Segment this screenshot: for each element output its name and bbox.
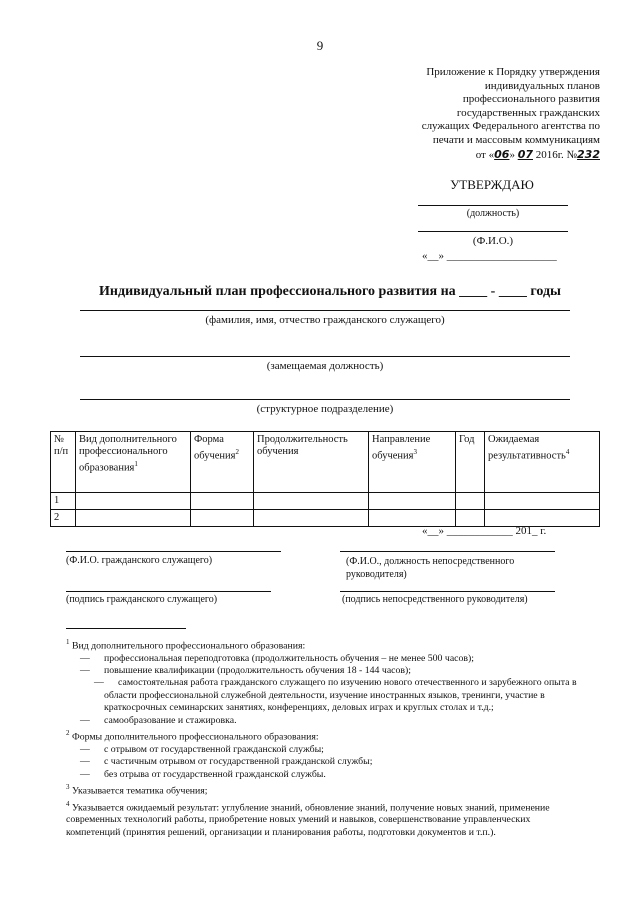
division-field-caption: (структурное подразделение) [256,403,394,415]
footnote-4: $^4$ Указывается ожидаемый результат: углубление знаний, обновление знаний, получение новых знаний, применение современных технологий работы, приобретение новых умений и навыков, совершенствование управленческих компетенций (принятия решений, организации и планирования работы, подготовки документов и т.п.). [66,799,550,838]
column-header: Ожидаемая результативность$^4$ [485,432,600,493]
division-field-line [80,399,570,400]
table-cell [485,493,600,510]
table-cell [76,493,191,510]
fio-line [418,231,568,232]
appendix-header [360,66,600,162]
position-caption: (должность) [466,208,520,219]
footnote-2-title: $^2$ Формы дополнительного профессионального образования: [66,729,319,743]
table-row [51,493,600,510]
bottom-date-line: «__» ____________ 201_ г. [422,525,547,537]
employee-sign-line [66,591,271,592]
table-cell [191,493,254,510]
column-header: Продолжительность обучения [254,432,369,493]
column-header: Вид дополнительного профессионального образования$^1$ [76,432,191,493]
position-field-caption: (замещаемая должность) [266,360,384,372]
fio-caption: (Ф.И.О.) [472,235,514,247]
column-header: Направление обучения$^3$ [369,432,456,493]
table-cell: 2 [51,510,76,527]
manager-fio-line [340,551,555,552]
appendix-line: индивидуальных планов [484,79,600,92]
handwritten-number: 232 [577,147,600,161]
footnote-item: — повышение квалификации (продолжительность обучения 18 - 144 часов); [80,665,412,677]
table-cell [76,510,191,527]
fio-field-caption: (фамилия, имя, отчество гражданского служащего) [205,314,445,326]
table-cell: 1 [51,493,76,510]
table-cell [456,493,485,510]
appendix-date: от «06» 07 2016г. №232 [475,147,600,161]
manager-fio-caption: (Ф.И.О., должность непосредственного руководителя) [346,556,515,580]
footnotes [66,636,586,839]
appendix-line: профессионального развития [462,93,600,106]
footnote-1-title: $^1$ Вид дополнительного профессионального образования: [66,638,306,652]
appendix-line: печати и массовым коммуникациям [432,133,600,146]
table-cell [456,510,485,527]
column-header: Год [456,432,485,493]
employee-sign-caption: (подпись гражданского служащего) [66,594,218,605]
appendix-line: государственных гражданских [456,106,600,119]
manager-sign-caption: (подпись непосредственного руководителя) [342,594,528,605]
footnote-item: — с частичным отрывом от государственной гражданской службы; [80,756,373,768]
approval-date-line: «__» ____________________ [422,250,557,262]
column-header: Форма обучения$^2$ [191,432,254,493]
table-cell [369,493,456,510]
table-cell [369,510,456,527]
table-cell [191,510,254,527]
page-number: 9 [316,38,324,53]
table-cell [254,510,369,527]
appendix-line: служащих Федерального агентства по [421,120,600,133]
handwritten-day: 06 [494,147,510,161]
table-cell [485,510,600,527]
fio-field-line [80,310,570,311]
position-line [418,205,568,206]
plan-table [50,431,600,527]
employee-fio-caption: (Ф.И.О. гражданского служащего) [66,555,213,566]
position-field-line [80,356,570,357]
plan-title: Индивидуальный план профессионального развития на ____ - ____ годы [99,284,561,299]
footnote-item: — профессиональная переподготовка (продолжительность обучения – не менее 500 часов); [80,652,475,664]
footnote-3: $^3$ Указывается тематика обучения; [66,783,208,797]
handwritten-month: 07 [517,147,533,161]
table-cell [254,493,369,510]
footnote-item: — самообразование и стажировка. [80,714,237,726]
table-header-row [51,432,600,493]
table-row [51,510,600,527]
footnote-item: — самостоятельная работа гражданского служащего по изучению нового отечественного и зарубежного опыта в области профессиональной служебной деятельности, изучение иностранных языков, тренинги, участие в краткосрочных семинарских занятиях, конференциях, деловых играх и круглых столах и т.д.; [94,677,577,714]
footnote-separator [66,628,186,629]
manager-sign-line [340,591,555,592]
approval-title: УТВЕРЖДАЮ [450,177,534,192]
appendix-line: Приложение к Порядку утверждения [426,66,600,78]
footnote-item: — без отрыва от государственной гражданской службы. [80,768,326,780]
footnote-item: — с отрывом от государственной гражданской службы; [80,743,324,755]
column-header: № п/п [51,432,76,493]
employee-fio-line [66,551,281,552]
